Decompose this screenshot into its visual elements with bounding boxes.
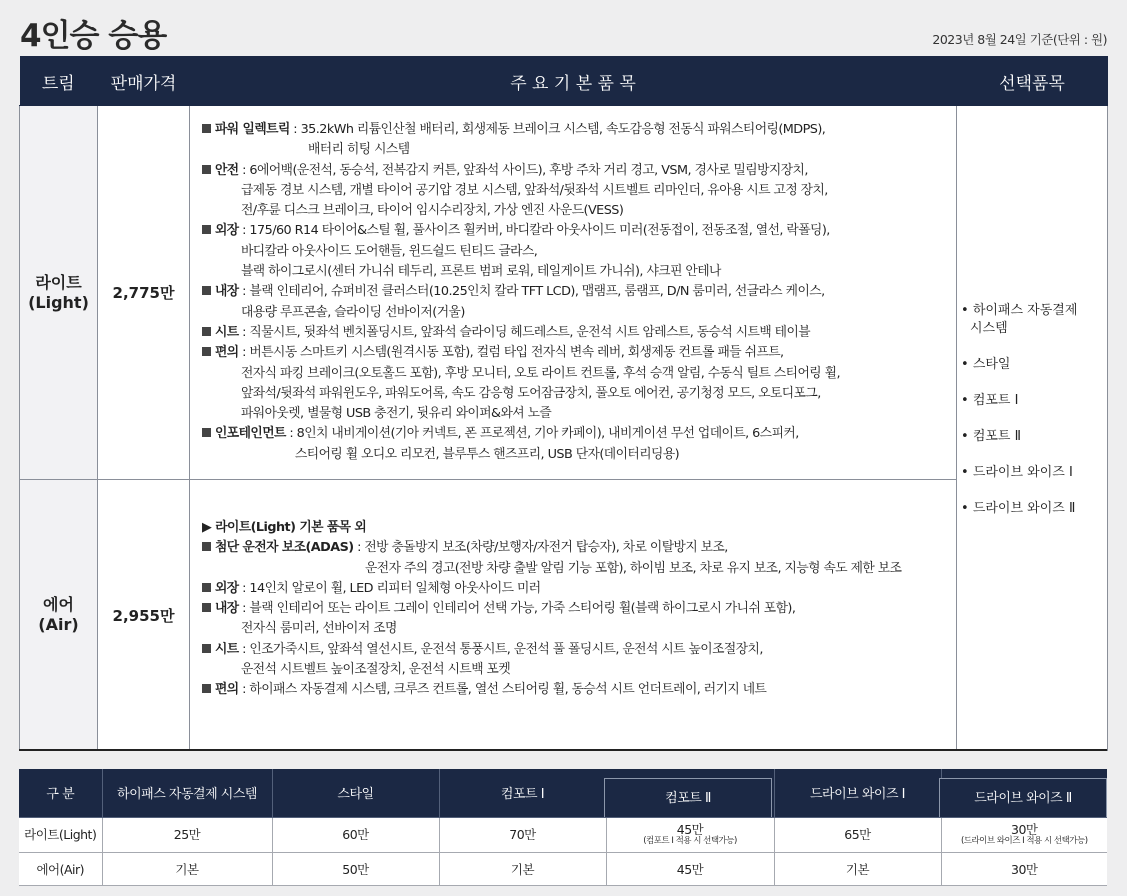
header-band — [604, 769, 772, 778]
feature-line — [202, 538, 956, 558]
opt-cell: 기본 — [439, 852, 606, 885]
trim-air-en: (Air) — [38, 615, 79, 634]
feature-line — [202, 579, 956, 599]
feature-category: 시트 — [215, 324, 239, 340]
feature-line-continued: 스티어링 휠 오디오 리모컨, 블루투스 핸즈프리, USB 단자(데이터리딩용) — [295, 446, 680, 462]
header-options: 선택품목 — [957, 57, 1108, 106]
bullet-square-icon — [202, 225, 211, 234]
opt-header-drivewise1: 드라이브 와이즈 Ⅰ — [774, 769, 941, 817]
feature-text: : 8인치 내비게이션(기아 커넥트, 폰 프로젝션, 기아 카페이), 내비게이션 무선 업데이트, 6스피커, — [285, 426, 799, 442]
opt-cell: 25만 — [102, 817, 272, 852]
bullet-square-icon — [202, 603, 211, 612]
opt-cell: 기본 — [102, 852, 272, 885]
feature-category: 내장 — [215, 601, 239, 617]
feature-text: : 전방 충돌방지 보조(차량/보행자/자전거 탑승자), 차로 이탈방지 보조, — [353, 540, 728, 556]
feature-category: 내장 — [215, 284, 239, 300]
feature-line-continued: 파워아웃렛, 별물형 USB 충전기, 뒷유리 와이퍼&와셔 노즐 — [241, 406, 552, 422]
opt-note: (컴포트 Ⅰ 적용 시 선택가능) — [643, 836, 737, 846]
opt-cell: 65만 — [774, 817, 941, 852]
feature-category: 안전 — [215, 162, 239, 178]
feature-line-continued: 운전자 주의 경고(전방 차량 출발 알림 기능 포함), 하이빔 보조, 차로 유지 보조, 지능형 속도 제한 보조 — [365, 560, 902, 576]
bullet-square-icon — [202, 165, 211, 174]
bullet-square-icon — [202, 644, 211, 653]
opt-cell: 60만 — [272, 817, 439, 852]
header-price: 판매가격 — [98, 57, 190, 106]
feature-line-continued: 전/후륜 디스크 브레이크, 타이어 임시수리장치, 가상 엔진 사운드(VESS) — [241, 203, 624, 219]
feature-text: : 직물시트, 뒷좌석 벤치폴딩시트, 앞좌석 슬라이딩 헤드레스트, 운전석 시트 암레스트, 동승석 시트백 테이블 — [238, 324, 811, 340]
bullet-square-icon — [202, 327, 211, 336]
option-item: • 컴포트 Ⅱ — [961, 429, 1022, 444]
opt-row-light — [19, 817, 1107, 852]
light-row — [20, 106, 1108, 480]
opt-header-hipass: 하이패스 자동결제 시스템 — [102, 769, 272, 817]
light-features — [190, 106, 957, 480]
header-features: 주 요 기 본 품 목 — [190, 57, 957, 106]
feature-line-continued: 전자식 룸미러, 선바이저 조명 — [241, 621, 397, 637]
opt-note: (드라이브 와이즈 Ⅰ 적용 시 선택가능) — [960, 836, 1088, 846]
feature-line — [202, 640, 956, 660]
bullet-square-icon — [202, 542, 211, 551]
feature-line — [202, 161, 956, 181]
opt-header-category: 구 분 — [19, 769, 102, 817]
feature-line — [202, 282, 956, 302]
opt-cell: 30만 (드라이브 와이즈 Ⅰ 적용 시 선택가능) — [941, 817, 1107, 852]
feature-text: : 버튼시동 스마트키 시스템(원격시동 포함), 컬럼 타입 전자식 변속 레버, 회생제동 컨트롤 패들 쉬프트, — [238, 345, 784, 361]
opt-header-drivewise2: 드라이브 와이즈 Ⅱ — [939, 778, 1107, 817]
feature-category: 외장 — [215, 580, 239, 596]
feature-line-continued: 급제동 경보 시스템, 개별 타이어 공기압 경보 시스템, 앞좌석/뒷좌석 시트벨트 리마인더, 유아용 시트 고정 장치, — [241, 182, 828, 198]
feature-line — [202, 343, 956, 363]
feature-line-continued: 대용량 루프콘솔, 슬라이딩 선바이저(거울) — [241, 304, 465, 320]
feature-category: 외장 — [215, 223, 239, 239]
feature-text: : 블랙 인테리어 또는 라이트 그레이 인테리어 선택 가능, 가죽 스티어링 휠(블랙 하이그로시 가니쉬 포함), — [238, 601, 796, 617]
feature-category: 인포테인먼트 — [215, 426, 286, 442]
trim-spec-table — [19, 56, 1108, 751]
feature-line — [202, 323, 956, 343]
price-air: 2,955만 — [98, 480, 190, 751]
feature-line — [202, 680, 956, 700]
feature-line — [202, 424, 956, 444]
opt-row-name: 라이트(Light) — [19, 817, 102, 852]
trim-light-en: (Light) — [28, 292, 89, 312]
bullet-square-icon — [202, 428, 211, 437]
feature-text: : 175/60 R14 타이어&스틸 휠, 풀사이즈 휠커버, 바디칼라 아웃사이드 미러(전동접이, 전동조절, 열선, 락폴딩), — [238, 223, 830, 239]
trim-light — [20, 106, 98, 480]
feature-text: : 35.2kWh 리튬인산철 배터리, 회생제동 브레이크 시스템, 속도감응형 전동식 파워스티어링(MDPS), — [289, 122, 826, 137]
trim-air-ko: 에어 — [43, 595, 74, 614]
feature-line-continued: 운전석 시트벨트 높이조절장치, 운전석 시트백 포켓 — [241, 662, 511, 678]
feature-text: : 블랙 인테리어, 슈퍼비전 클러스터(10.25인치 칼라 TFT LCD), 맵램프, 룸램프, D/N 룸미러, 선글라스 케이스, — [238, 284, 825, 300]
option-item: • 하이패스 자동결제 시스템 — [961, 303, 1078, 336]
feature-text: : 14인치 알로이 휠, LED 리피터 일체형 아웃사이드 미러 — [238, 580, 541, 596]
feature-line — [202, 221, 956, 241]
bullet-square-icon — [202, 124, 211, 133]
bullet-square-icon — [202, 347, 211, 356]
feature-line-continued: 배터리 히팅 시스템 — [308, 142, 410, 158]
opt-header-style: 스타일 — [272, 769, 439, 817]
price-light: 2,775만 — [98, 106, 190, 480]
opt-cell: 50만 — [272, 852, 439, 885]
opt-row-name: 에어(Air) — [19, 852, 102, 885]
feature-text: : 인조가죽시트, 앞좌석 열선시트, 운전석 통풍시트, 운전석 풀 폴딩시트, 운전석 시트 높이조절장치, — [238, 641, 763, 657]
feature-line — [202, 120, 956, 140]
divider — [19, 749, 1107, 751]
opt-header-comfort1: 컴포트 Ⅰ — [439, 769, 606, 817]
feature-category: 편의 — [215, 682, 239, 698]
air-row — [20, 480, 1108, 751]
feature-line-continued: 전자식 파킹 브레이크(오토홀드 포함), 후방 모니터, 오토 라이트 컨트롤, 후석 승객 알림, 수동식 틸트 스티어링 휠, — [241, 365, 840, 381]
header-trim: 트림 — [20, 57, 98, 106]
feature-text: : 6에어백(운전석, 동승석, 전복감지 커튼, 앞좌석 사이드), 후방 주차 거리 경고, VSM, 경사로 밀림방지장치, — [238, 162, 808, 178]
trim-light-ko: 라이트 — [35, 272, 82, 292]
option-item: • 드라이브 와이즈 Ⅱ — [961, 501, 1076, 516]
feature-category: 첨단 운전자 보조(ADAS) — [215, 540, 354, 556]
option-item: • 드라이브 와이즈 Ⅰ — [961, 465, 1073, 480]
opt-cell: 30만 — [941, 852, 1107, 885]
bullet-square-icon — [202, 684, 211, 693]
opt-row-air — [19, 852, 1107, 885]
air-features — [190, 480, 957, 751]
option-item: • 컴포트 Ⅰ — [961, 393, 1019, 408]
page-title: 4인승 승용 — [20, 18, 167, 54]
feature-line — [202, 599, 956, 619]
feature-category: 파워 일렉트릭 — [215, 122, 290, 137]
opt-cell: 45만 (컴포트 Ⅰ 적용 시 선택가능) — [606, 817, 774, 852]
feature-line-continued: 앞좌석/뒷좌석 파워윈도우, 파워도어록, 속도 감응형 도어잠금장치, 풀오토 에어컨, 공기청정 모드, 오토디포그, — [241, 385, 821, 401]
feature-line-continued: 바디칼라 아웃사이드 도어핸들, 윈드쉴드 틴티드 글라스, — [241, 243, 538, 259]
bullet-square-icon — [202, 286, 211, 295]
feature-category: 시트 — [215, 641, 239, 657]
bullet-square-icon — [202, 583, 211, 592]
air-base-note: ▶ 라이트(Light) 기본 품목 외 — [202, 520, 367, 535]
feature-text: : 하이패스 자동결제 시스템, 크루즈 컨트롤, 열선 스티어링 휠, 동승석 시트 언더트레이, 러기지 네트 — [238, 682, 767, 698]
option-item: • 스타일 — [961, 357, 1011, 372]
option-list — [957, 106, 1108, 751]
opt-header-comfort2: 컴포트 Ⅱ — [604, 778, 772, 817]
opt-cell: 45만 — [606, 852, 774, 885]
feature-category: 편의 — [215, 345, 239, 361]
opt-cell: 기본 — [774, 852, 941, 885]
date-note: 2023년 8월 24일 기준(단위 : 원) — [932, 32, 1107, 47]
feature-line-continued: 블랙 하이그로시(센터 가니쉬 테두리, 프론트 범퍼 로워, 테일게이트 가니쉬), 샤크핀 안테나 — [241, 264, 721, 280]
opt-cell: 70만 — [439, 817, 606, 852]
trim-air — [20, 480, 98, 751]
